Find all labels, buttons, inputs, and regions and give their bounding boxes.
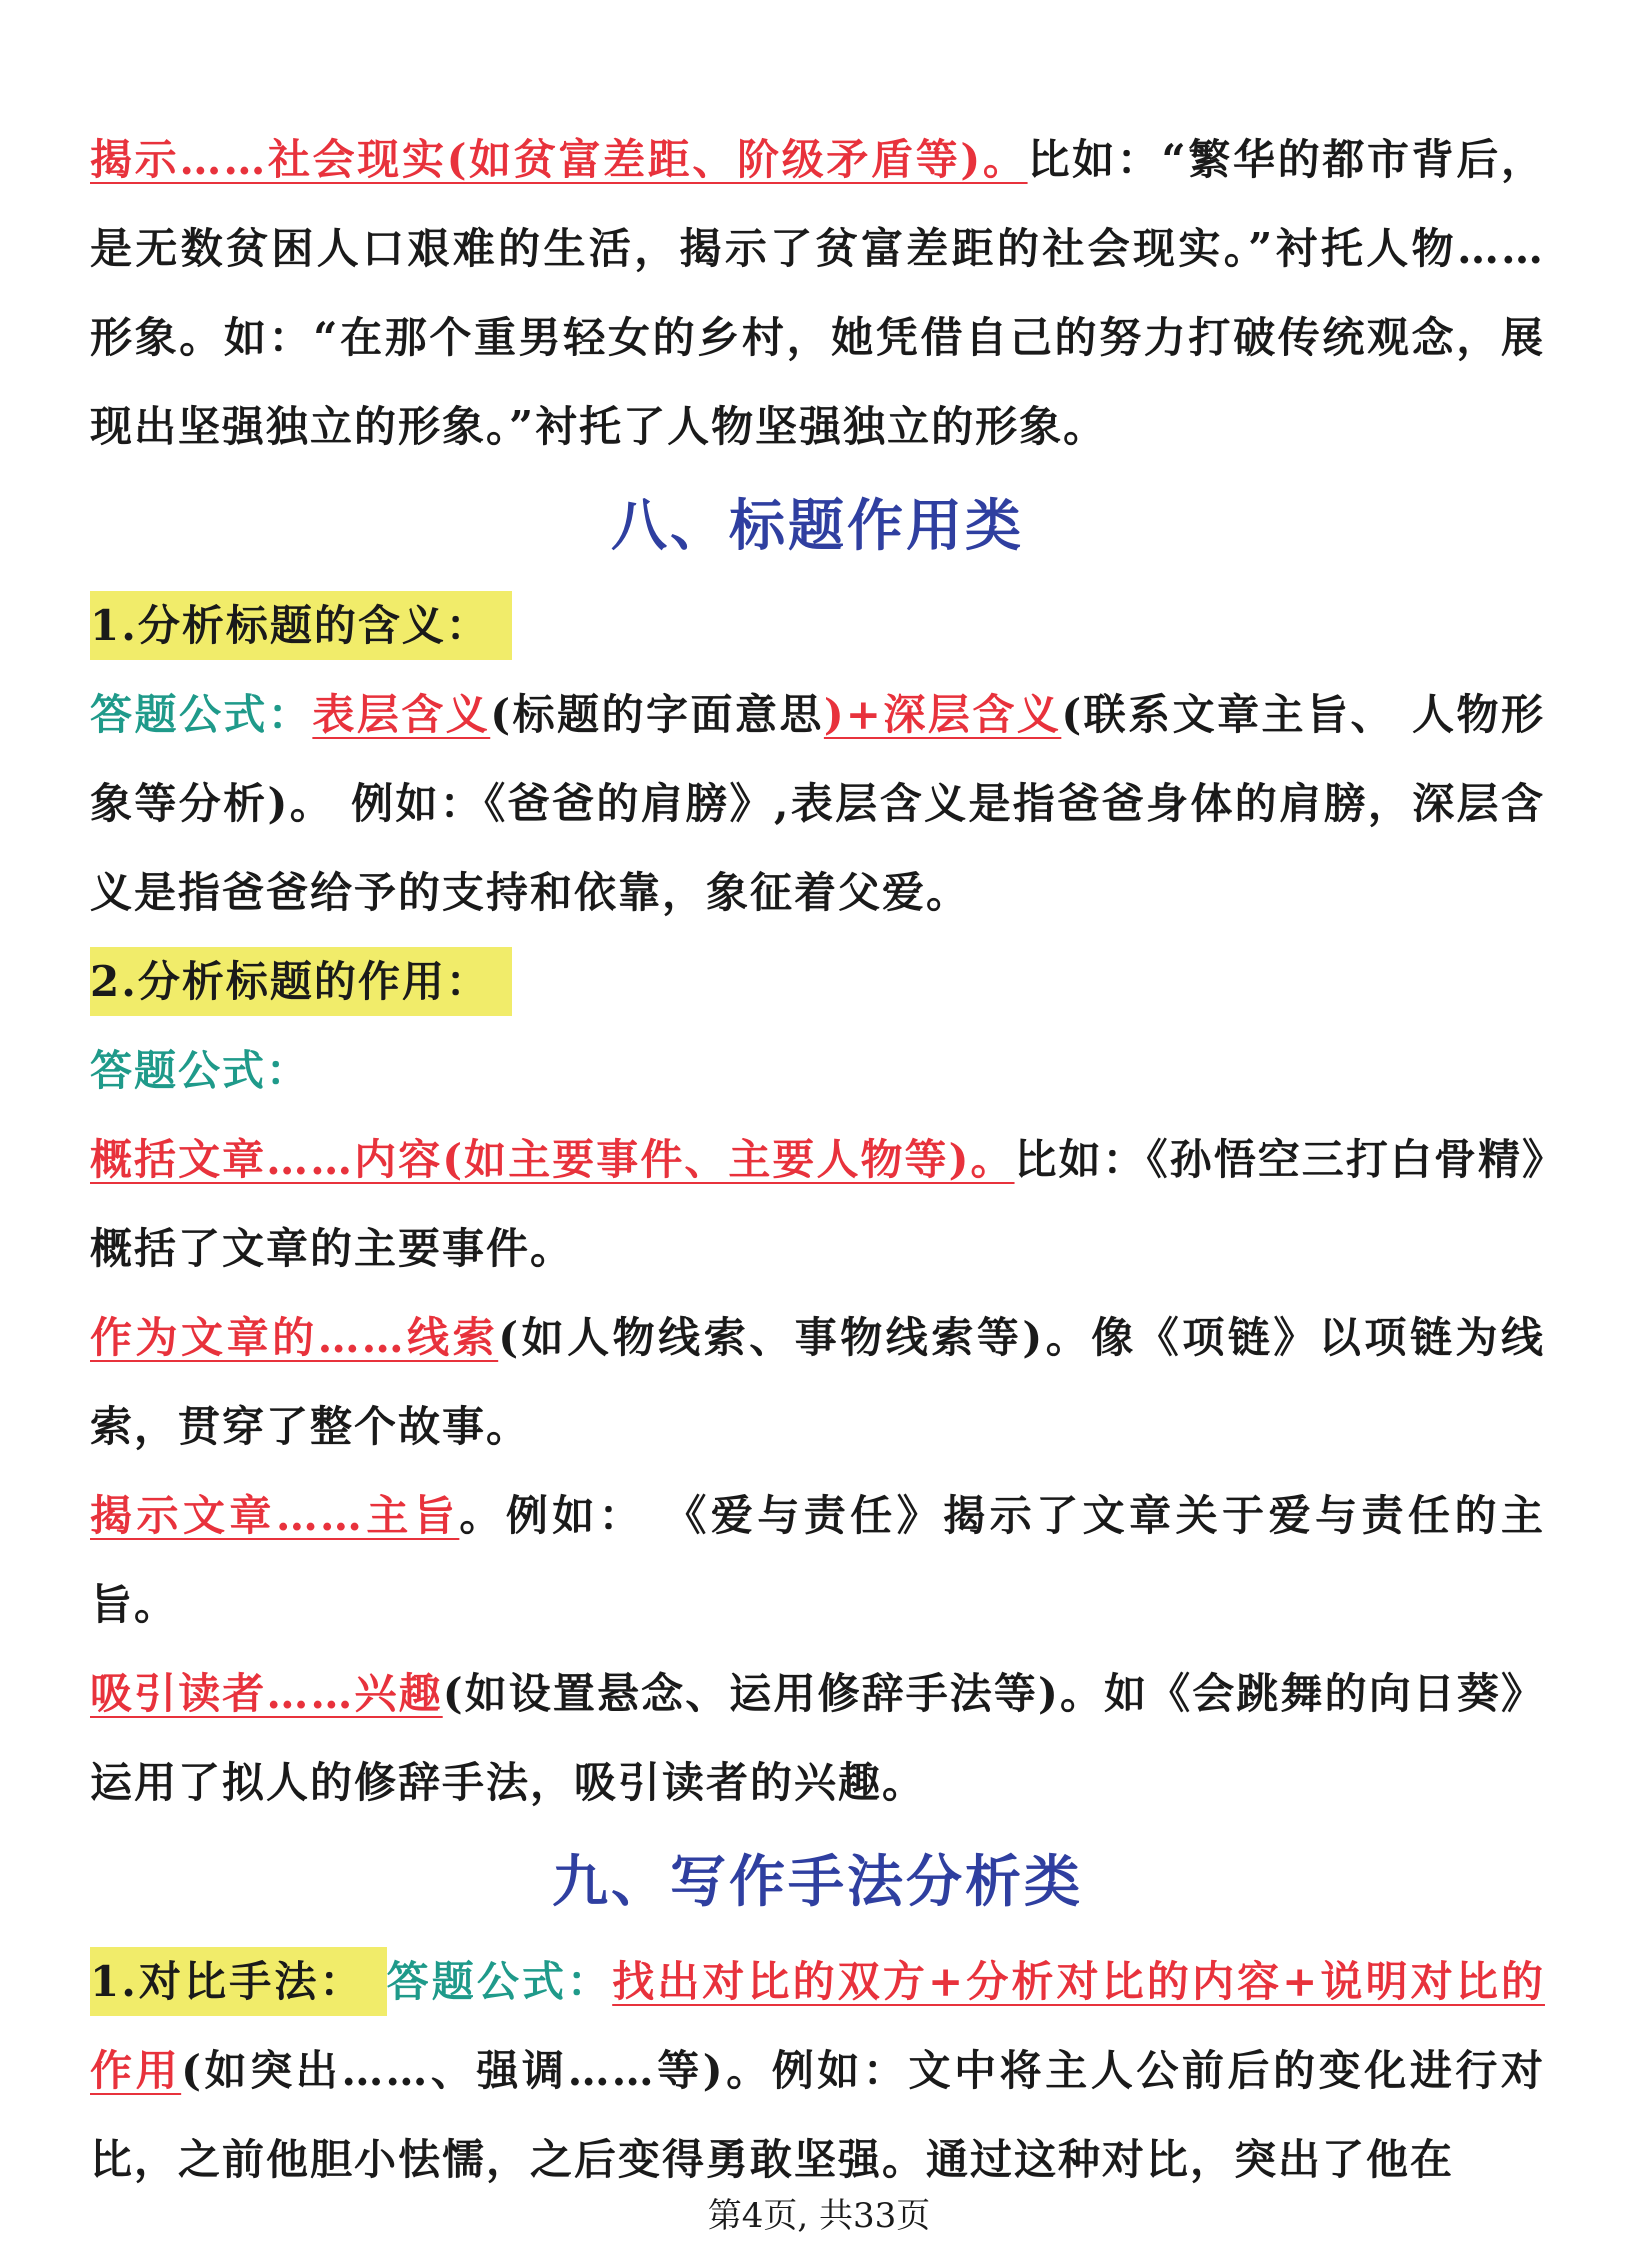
- key-point-deep-meaning: )+深层含义: [823, 690, 1062, 739]
- paragraph-clue: [90, 1293, 1545, 1471]
- text-segment: (如设置悬念、运用修辞手法等)。如《会跳舞的向日葵》运用了拟人的修辞手法，吸引读者的兴趣。: [90, 1669, 1545, 1807]
- formula-label: 答题公式：: [90, 1046, 311, 1095]
- page-content: [90, 115, 1545, 2204]
- item-label-highlight: 2.分析标题的作用：: [90, 947, 512, 1016]
- paragraph-summarize: [90, 1115, 1545, 1293]
- key-point-surface-meaning: 表层含义: [312, 690, 491, 739]
- item-title-meaning: [90, 581, 1545, 670]
- key-point-contrast: 找出对比的双方+分析对比的内容+说明对比的作用: [90, 1957, 1545, 2095]
- section-title-9: 九、写作手法分析类: [552, 1849, 1083, 1915]
- key-point-summarize: 概括文章……内容(如主要事件、主要人物等)。: [90, 1135, 1015, 1184]
- text-segment: (标题的字面意思: [490, 690, 824, 739]
- text-segment: (如人物线索、事物线索等)。像《项链》以项链为线索，贯穿了整个故事。: [90, 1313, 1545, 1451]
- paragraph-interest: [90, 1649, 1545, 1827]
- item-title-function: [90, 937, 1545, 1026]
- key-point-theme: 揭示文章……主旨: [90, 1491, 460, 1540]
- text-segment: (联系文章主旨、 人物形象等分析)。 例如：《爸爸的肩膀》,表层含义是指爸爸身体的肩膀，深层含义是指爸爸给予的支持和依靠，象征着父爱。: [90, 690, 1545, 917]
- section-title-8: 八、标题作用类: [611, 493, 1024, 559]
- paragraph-theme: [90, 1471, 1545, 1649]
- text-segment: 比如：《孙悟空三打白骨精》概括了文章的主要事件。: [90, 1135, 1545, 1273]
- key-point-social-reality: 揭示……社会现实(如贫富差距、阶级矛盾等)。: [90, 135, 1028, 184]
- paragraph-title-meaning: [90, 670, 1545, 937]
- item-label-highlight: 1.分析标题的含义：: [90, 591, 512, 660]
- text-segment: (如突出……、强调……等)。例如：文中将主人公前后的变化进行对比，之前他胆小怯懦，之后变得勇敢坚强。通过这种对比，突出了他在: [90, 2046, 1545, 2184]
- text-segment: 。例如： 《爱与责任》揭示了文章关于爱与责任的主旨。: [90, 1491, 1545, 1629]
- key-point-interest: 吸引读者……兴趣: [90, 1669, 443, 1718]
- paragraph-contrast: [90, 1937, 1545, 2204]
- paragraph-social-reality: [90, 115, 1545, 471]
- formula-label: 答题公式：: [386, 1957, 613, 2006]
- formula-line: [90, 1026, 1545, 1115]
- example-text: 比如：“繁华的都市背后，是无数贫困人口艰难的生活，揭示了贫富差距的社会现实。”衬托人物……形象。如：“在那个重男轻女的乡村，她凭借自己的努力打破传统观念，展现出坚强独立的形象。”衬托了人物坚强独立的形象。: [90, 135, 1545, 451]
- formula-label: 答题公式：: [90, 690, 313, 739]
- item-label-highlight: 1.对比手法：: [90, 1947, 387, 2016]
- page-number-footer: 第4页, 共33页: [707, 2196, 931, 2236]
- key-point-clue: 作为文章的……线索: [90, 1313, 499, 1362]
